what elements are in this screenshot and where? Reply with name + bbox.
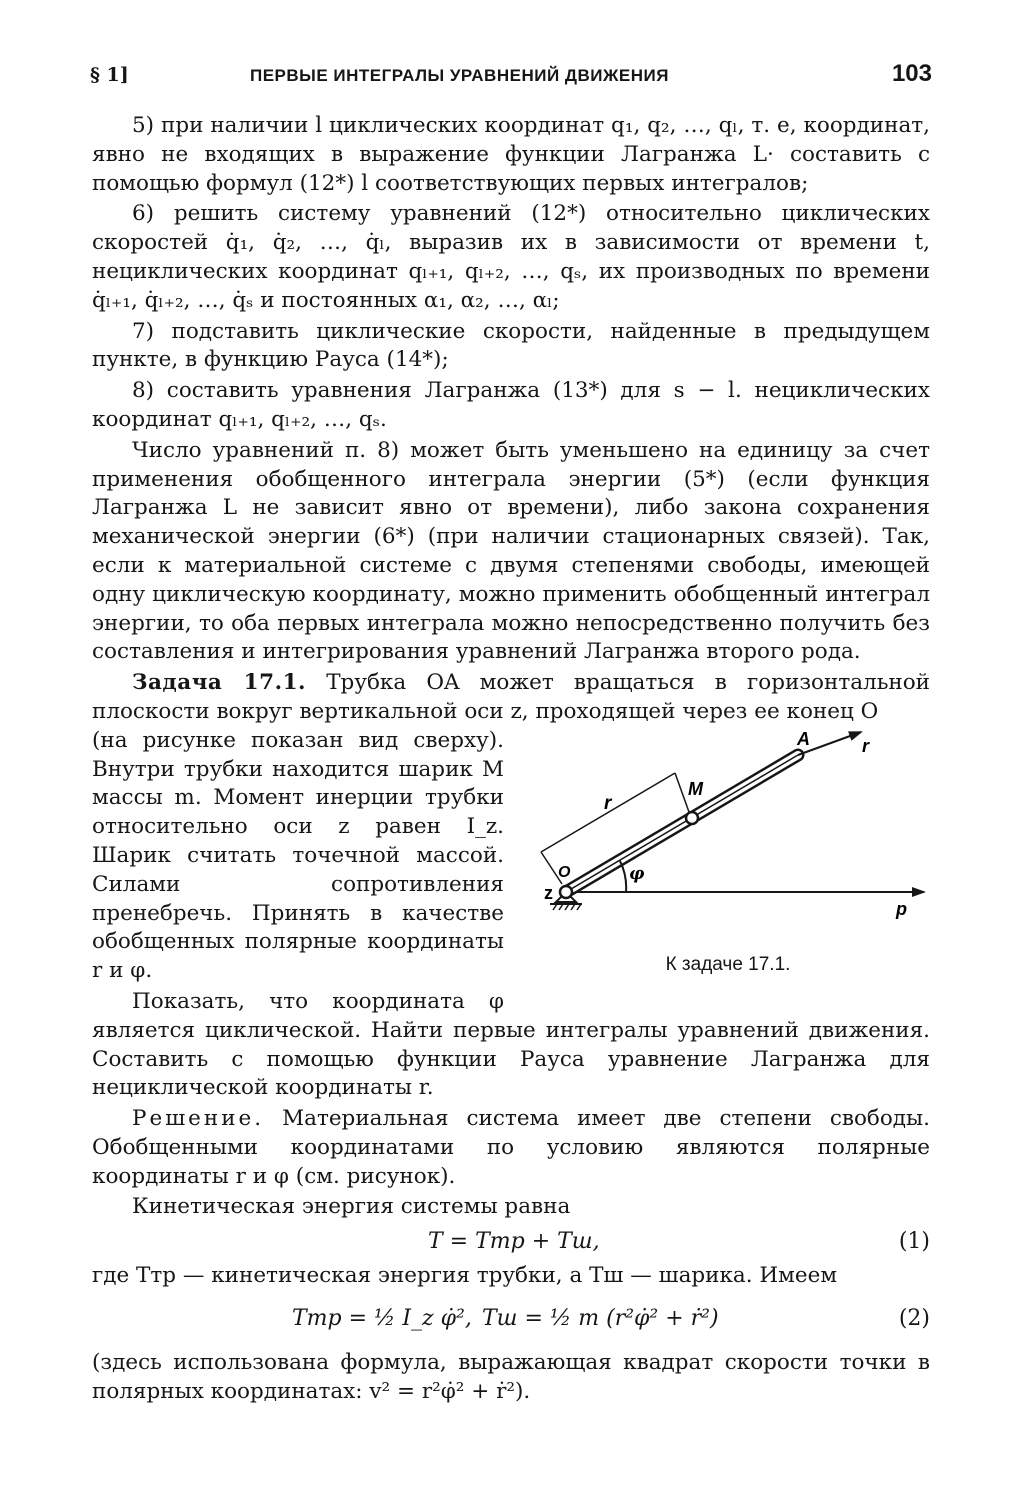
step-5: 5) при наличии l циклических координат q₁, q₂, …, qₗ, т. е, координат, явно не входящих в выражение функции Лагранжа L· составить с помощью формул (12*) l соответствующих первых интегралов; (92, 113, 930, 196)
problem-label: Задача 17.1. (132, 670, 307, 696)
pivot-o (560, 886, 572, 898)
equation-1-note: где Tтр — кинетическая энергия трубки, а Tш — шарика. Имеем (92, 1263, 838, 1289)
section-marker: § 1] (90, 64, 129, 86)
problem-conditions: (на рисунке показан вид сверху). Внутри трубки находится шарик M массы m. Момент инерции трубки относительно оси z равен I_z. Шарик считать точечной массой. Силами сопротивления пренебречь. Принять в качестве обобщенных полярные координаты r и φ. (92, 727, 504, 984)
label-r-dimension: r (604, 792, 612, 814)
page-number: 103 (891, 60, 932, 87)
problem-task (92, 988, 930, 1103)
tube-diagram (526, 729, 930, 949)
equation-2-left: Tтр = ½ I_z φ̇², (292, 1306, 472, 1332)
label-z: z (544, 882, 553, 903)
equation-2-number: (2) (898, 1306, 930, 1332)
ball-m (686, 812, 698, 824)
r-dimension-tick-m (675, 773, 689, 812)
solution-text: Материальная система имеет две степени свободы. Обобщенными координатами по условию являются полярные координаты r и φ (см. рисунок). (92, 1106, 930, 1189)
kinetic-intro: Кинетическая энергия системы равна (132, 1194, 571, 1220)
step-7: 7) подставить циклические скорости, найденные в предыдущем пункте, в функцию Рауса (14*); (92, 318, 930, 373)
problem-figure (526, 729, 930, 991)
label-r-arrow: r (862, 735, 870, 756)
equation-2-right: Tш = ½ m (r²φ̇² + ṙ²) (482, 1306, 719, 1332)
problem-task-rest: интегралы уравнений движения. Составить с помощью функции Рауса уравнение Лагранжа для нециклической координаты r. (92, 1017, 930, 1101)
running-title: ПЕРВЫЕ ИНТЕГРАЛЫ УРАВНЕНИЙ ДВИЖЕНИЯ (250, 66, 669, 85)
tube-centerline (566, 755, 798, 892)
closing-paragraph: (здесь использована формула, выражающая квадрат скорости точки в полярных координатах: v² = r²φ̇² + ṙ²). (92, 1350, 930, 1404)
figure-caption: К задаче 17.1. (665, 953, 791, 975)
equation-1-formula: T = Tтр + Tш, (428, 1229, 600, 1255)
label-m: M (688, 778, 703, 799)
problem-statement (92, 669, 930, 727)
label-a: A (797, 728, 810, 749)
solution-paragraph (92, 1105, 930, 1191)
energy-paragraph: Число уравнений п. 8) может быть уменьшено на единицу за счет применения обобщенного интеграла энергии (5*) (если функция Лагранжа L не зависит явно от времени), либо закона сохранения механической энергии (6*) (при наличии стационарных связей). Так, если к материальной системе с двумя степенями свободы, имеющей одну циклическую координату, можно применить обобщенный интеграл энергии, то оба первых интеграла можно непосредственно получить без составления и интегрирования уравнений Лагранжа второго рода. (92, 437, 930, 665)
label-o: O (558, 863, 571, 881)
step-6: 6) решить систему уравнений (12*) относительно циклических скоростей q̇₁, q̇₂, …, q̇ₗ, выразив их в зависимости от времени t, нециклических координат qₗ₊₁, qₗ₊₂, …, qₛ, их производных по времени q̇ₗ₊₁, q̇ₗ₊₂, …, q̇ₛ и постоянных α₁, α₂, …, αₗ; (92, 201, 930, 313)
equation-1 (92, 1222, 930, 1262)
label-p: p (896, 898, 907, 919)
equation-1-number: (1) (898, 1229, 930, 1255)
page-body (92, 112, 930, 1407)
problem-lead: Трубка OA может вращаться в горизонтальной плоскости вокруг вертикальной оси z, проходящей через ее конец O (92, 670, 931, 724)
running-header (90, 60, 932, 90)
solution-label: Решение. (132, 1106, 265, 1132)
problem-task-start: Показать, что координата φ является циклической. Найти первые (92, 988, 536, 1043)
equation-2 (92, 1291, 930, 1349)
label-phi: φ (629, 863, 645, 884)
step-8: 8) составить уравнения Лагранжа (13*) для s − l. нециклических координат qₗ₊₁, qₗ₊₂, …, qₛ. (92, 378, 930, 432)
